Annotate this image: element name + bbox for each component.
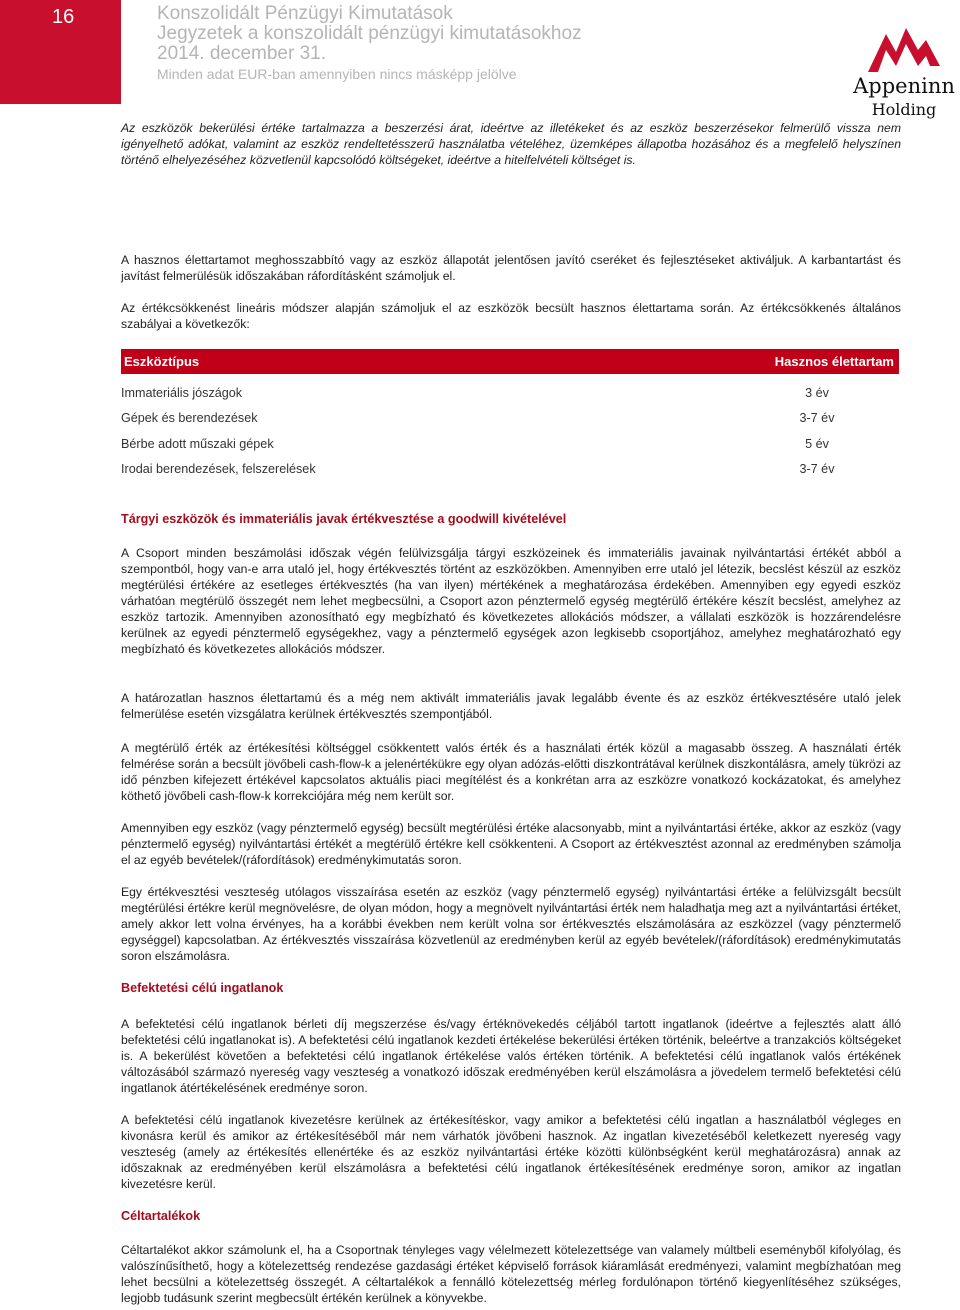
- paragraph-investment-derecognition: A befektetési célú ingatlanok kivezetésre kerülnek az értékesítéskor, vagy amikor a befektetési célú ingatlan a használatból végleges en kivonásra kerül és amikor az értékesítéséből már nem várhatók jövőbeni hasznok. Az ingatlan kivezetéséből keletkezett nyereség vagy veszteség (amely az értékesítés ellenértéke és az eszköz nyilvántartási értéke közötti különbségként kerül meghatározásra) annak az időszaknak az eredményében kerül elszámolásra a befektetési célú ingatlanok értékesítésének eredménye soron, amikor az ingatlan kivezetésre kerül.: [121, 1113, 901, 1191]
- header-subtitle: Jegyzetek a konszolidált pénzügyi kimutatásokhoz: [157, 23, 582, 44]
- table-cell-useful-life: 5 év: [805, 437, 829, 451]
- header-currency-note: Minden adat EUR-ban amennyiben nincs másképp jelölve: [157, 66, 517, 82]
- table-cell-asset-type: Gépek és berendezések: [121, 411, 258, 425]
- logo-subtitle: Holding: [871, 100, 937, 119]
- table-header-asset-type: Eszköztípus: [124, 354, 200, 369]
- page-number: 16: [52, 6, 75, 28]
- heading-provisions: Céltartalékok: [121, 1209, 201, 1223]
- paragraph-impairment-reversal: Egy értékvesztési veszteség utólagos visszaírása esetén az eszköz (vagy pénztermelő egység) nyilvántartási értéke a felülvizsgált becsült megtérülési értékre kerül megnövelésre, de olyan módon, hogy a megnövelt nyilvántartási érték nem haladhatja meg azt a nyilvántartási értéket, amely akkor lett volna érvényes, ha a korábbi években nem került volna sor értékvesztés elszámolására az eszközzel (vagy pénztermelő egységgel) kapcsolatban. Az értékvesztés visszaírása közvetlenül az eredményben kerül az egyéb bevételek/(ráfordítások) eredménykimutatás soron elszámolásra.: [121, 885, 901, 963]
- table-cell-asset-type: Bérbe adott műszaki gépek: [121, 437, 274, 451]
- paragraph-recoverable-amount: A megtérülő érték az értékesítési költséggel csökkentett valós érték és a használati érték közül a magasabb összeg. A használati érték felmérése során a becsült jövőbeli cash-flow-k a jelenértékükre egy olyan adózás-előtti diszkontrátával kerülnek diszkontálásra, amely tükrözi az idő pénzben kifejezett értékével kapcsolatos aktuális piaci megítélést és a konkrétan arra az eszközre vonatkozó kockázatokat, és amelyhez köthető jövőbeli cash-flow-k korrekciójára még nem került sor.: [121, 741, 901, 803]
- header-date: 2014. december 31.: [157, 43, 327, 64]
- table-cell-asset-type: Immateriális jószágok: [121, 386, 243, 400]
- table-cell-useful-life: 3 év: [805, 386, 829, 400]
- page-number-box: [0, 0, 121, 104]
- heading-investment-property: Befektetési célú ingatlanok: [121, 981, 284, 995]
- paragraph-capitalization: A hasznos élettartamot meghosszabbító vagy az eszköz állapotát jelentősen javító cseréket és fejlesztéseket aktiváljuk. A karbantartást és javítást felmerülésük időszakában ráfordításként számoljuk el.: [121, 253, 901, 283]
- paragraph-acquisition-cost: Az eszközök bekerülési értéke tartalmazza a beszerzési árat, ideértve az illetékeket és az eszköz beszerzésekor felmerülő vissza nem igényelhető adókat, valamint az eszköz rendeltetésszerű használatba vételéhez, üzemképes állapotba hozásához és a megfelelő helyszínen történő elhelyezéséhez közvetlenül kapcsolódó költségeket, ideértve a hitelfelvételi költséget is.: [121, 121, 901, 167]
- header-title: Konszolidált Pénzügyi Kimutatások: [157, 3, 453, 24]
- table-row: [121, 462, 899, 482]
- heading-impairment: Tárgyi eszközök és immateriális javak értékvesztése a goodwill kivételével: [121, 512, 567, 526]
- logo-name: Appeninn: [853, 74, 955, 98]
- mountain-logo-icon: [868, 26, 940, 72]
- table-row: [121, 411, 899, 431]
- table-cell-asset-type: Irodai berendezések, felszerelések: [121, 462, 316, 476]
- paragraph-impairment-loss: Amennyiben egy eszköz (vagy pénztermelő egység) becsült megtérülési értéke alacsonyabb, mint a nyilvántartási értéke, akkor az eszköz (vagy pénztermelő egység) nyilvántartási értékét a megtérülő értékre kell csökkenteni. A Csoport az értékvesztést azonnal az eredményben számolja el az egyéb bevételek/(ráfordítások) eredménykimutatás soron.: [121, 821, 901, 867]
- table-row: [121, 437, 899, 457]
- paragraph-depreciation: Az értékcsökkenést lineáris módszer alapján számoljuk el az eszközök becsült hasznos élettartama során. Az értékcsökkenés általános szabályai a következők:: [121, 301, 901, 331]
- table-cell-useful-life: 3-7 év: [799, 462, 835, 476]
- company-logo: [848, 26, 960, 122]
- paragraph-indefinite-life: A határozatlan hasznos élettartamú és a még nem aktivált immateriális javak legalább évente és az eszköz értékvesztésére utaló jelek felmerülése esetén vizsgálatra kerülnek értékvesztés szempontjából.: [121, 691, 901, 721]
- paragraph-provisions: Céltartalékot akkor számolunk el, ha a Csoportnak tényleges vagy vélelmezett kötelezettsége van valamely múltbeli eseményből kifolyólag, és valószínűsíthető, hogy a kötelezettség rendezése gazdasági értéket képviselő források kiáramlását eredményezi, valamint megbízhatóan meg lehet becsülni a kötelezettség összegét. A céltartalékok a fennálló kötelezettség mérleg fordulónapon történő kiegyenlítéséhez szükséges, legjobb tudásunk szerint megbecsült értékén kerülnek a könyvekbe.: [121, 1243, 901, 1305]
- paragraph-investment-property: A befektetési célú ingatlanok bérleti díj megszerzése és/vagy értéknövekedés céljából tartott ingatlanok (ideértve a fejlesztés alatt álló befektetési célú ingatlanokat is). A befektetési célú ingatlanok kezdeti értékelése bekerülési értéken történik, beleértve a tranzakciós költségeket is. A bekerülést követően a befektetési célú ingatlanok értékelése valós értéken történik. A befektetési célú ingatlanok valós értékének változásából származó nyereség vagy veszteség a vonatkozó időszak eredményében kerül elszámolásra a jövedelem termelő befektetési célú ingatlanok átértékelésének eredménye soron.: [121, 1017, 901, 1095]
- useful-life-table-header: [121, 349, 899, 374]
- table-header-useful-life: Hasznos élettartam: [774, 354, 894, 369]
- document-header: [157, 4, 582, 84]
- table-cell-useful-life: 3-7 év: [799, 411, 835, 425]
- table-row: [121, 386, 899, 406]
- paragraph-impairment-review: A Csoport minden beszámolási időszak végén felülvizsgálja tárgyi eszközeinek és immateriális javainak nyilvántartási értékét abból a szempontból, hogy van-e arra utaló jel, hogy értékvesztés történt az eszközökben. Amennyiben erre utaló jel létezik, becslést készül az eszköz megtérülési értékére az esetleges értékvesztés (ha van ilyen) mértékének a meghatározása érdekében. Amennyiben egy egyedi eszköz várhatóan megtérülő összegét nem lehet megbecsülni, a Csoport azon pénztermelő egység megtérülő értékére készít becslést, amelyhez az eszköz tartozik. Amennyiben azonosítható egy megbízható és következetes allokációs módszer, a vállalati eszközök is hozzárendelésre kerülnek az egyedi pénztermelő egységekhez, vagy a pénztermelő egységek azon legkisebb csoportjához, amelyhez meghatározható egy megbízható és következetes allokációs módszer.: [121, 546, 901, 656]
